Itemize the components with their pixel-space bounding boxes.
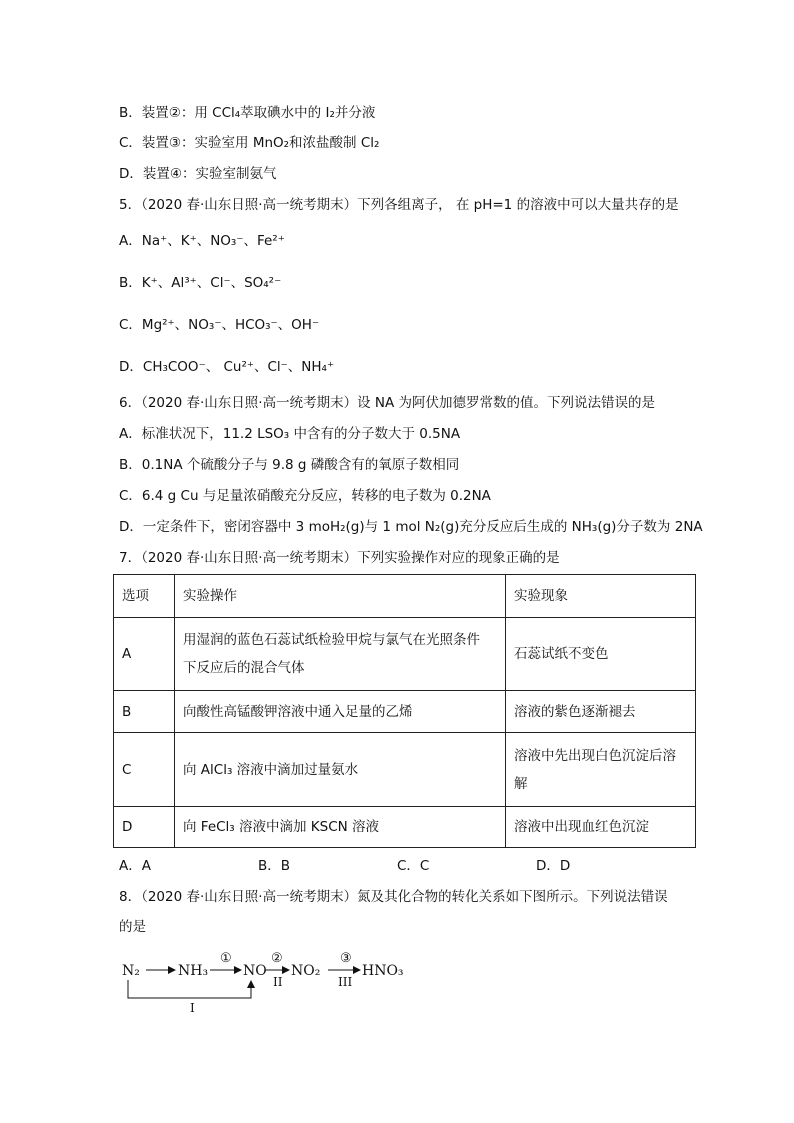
option-d-line: D．装置④：实验室制氨气 <box>119 166 277 182</box>
phenomenon-line: 解 <box>514 775 528 792</box>
q5-option-b: B．K⁺、Al³⁺、Cl⁻、SO₄²⁻ <box>119 275 282 291</box>
route-iii-label: III <box>338 975 353 989</box>
q5-option-d: D．CH₃COO⁻、 Cu²⁺、Cl⁻、NH₄⁺ <box>119 359 335 375</box>
row-phenomenon <box>506 733 696 807</box>
question-6-stem: 6．（2020 春·山东日照·高一统考期末）设 NA 为阿伏加德罗常数的值。下列说法错误的是 <box>119 395 655 411</box>
question-8-stem-cont: 的是 <box>119 919 146 935</box>
q7-choices <box>119 856 570 876</box>
choice-a: A．A <box>119 858 151 874</box>
q6-option-a: A．标准状况下，11.2 LSO₃ 中含有的分子数大于 0.5NA <box>119 426 461 442</box>
step-1-label: ① <box>220 951 232 966</box>
q6-option-b: B．0.1NA 个硫酸分子与 9.8 g 磷酸含有的氧原子数相同 <box>119 457 460 473</box>
table-row <box>114 691 696 733</box>
table-row <box>114 807 696 848</box>
nitrogen-conversion-diagram <box>118 948 418 1018</box>
arrow-n2-no-route <box>128 980 251 998</box>
experiment-table <box>113 574 696 848</box>
header-option: 选项 <box>114 575 175 618</box>
q5-option-a: A．Na⁺、K⁺、NO₃⁻、Fe²⁺ <box>119 233 285 249</box>
question-8-stem: 8．（2020 春·山东日照·高一统考期末）氮及其化合物的转化关系如下图所示。下列说法错误 <box>119 889 668 905</box>
step-2-label: ② <box>271 951 283 966</box>
species-hno3: HNO₃ <box>362 963 404 979</box>
option-b-line: B．装置②：用 CCl₄萃取碘水中的 I₂并分液 <box>119 105 376 121</box>
choice-c: C．C <box>397 858 430 874</box>
operation-line: 用湿润的蓝色石蕊试纸检验甲烷与氯气在光照条件 <box>183 632 480 648</box>
row-phenomenon: 石蕊试纸不变色 <box>506 618 696 691</box>
row-operation <box>175 618 506 691</box>
operation-line: 下反应后的混合气体 <box>183 660 305 676</box>
species-nh3: NH₃ <box>178 963 209 979</box>
row-option: A <box>114 618 175 691</box>
route-i-label: I <box>190 1001 195 1015</box>
question-5-stem: 5．（2020 春·山东日照·高一统考期末）下列各组离子， 在 pH=1 的溶液中可以大量共存的是 <box>119 197 679 213</box>
header-operation: 实验操作 <box>175 575 506 618</box>
table-row <box>114 733 696 807</box>
choice-b: B．B <box>258 858 291 874</box>
q6-option-d: D．一定条件下，密闭容器中 3 moH₂(g)与 1 mol N₂(g)充分反应后生成的 NH₃(g)分子数为 2NA <box>119 519 703 535</box>
header-phenomenon: 实验现象 <box>506 575 696 618</box>
table-header-row <box>114 575 696 618</box>
step-3-label: ③ <box>340 951 352 966</box>
species-n2: N₂ <box>122 963 140 979</box>
route-ii-label: II <box>273 975 283 989</box>
row-operation: 向 AlCl₃ 溶液中滴加过量氨水 <box>175 733 506 807</box>
question-7-stem: 7．（2020 春·山东日照·高一统考期末）下列实验操作对应的现象正确的是 <box>119 550 560 566</box>
row-option: C <box>114 733 175 807</box>
option-c-line: C．装置③：实验室用 MnO₂和浓盐酸制 Cl₂ <box>119 135 380 151</box>
table-row <box>114 618 696 691</box>
choice-d: D．D <box>536 858 571 874</box>
species-no: NO <box>243 963 267 979</box>
q6-option-c: C．6.4 g Cu 与足量浓硝酸充分反应，转移的电子数为 0.2NA <box>119 488 491 504</box>
phenomenon-line: 溶液中先出现白色沉淀后溶 <box>514 747 676 764</box>
species-no2: NO₂ <box>291 963 321 979</box>
row-operation: 向 FeCl₃ 溶液中滴加 KSCN 溶液 <box>175 807 506 848</box>
row-operation: 向酸性高锰酸钾溶液中通入足量的乙烯 <box>175 691 506 733</box>
row-phenomenon: 溶液的紫色逐渐褪去 <box>506 691 696 733</box>
row-option: D <box>114 807 175 848</box>
q5-option-c: C．Mg²⁺、NO₃⁻、HCO₃⁻、OH⁻ <box>119 317 320 333</box>
row-phenomenon: 溶液中出现血红色沉淀 <box>506 807 696 848</box>
row-option: B <box>114 691 175 733</box>
